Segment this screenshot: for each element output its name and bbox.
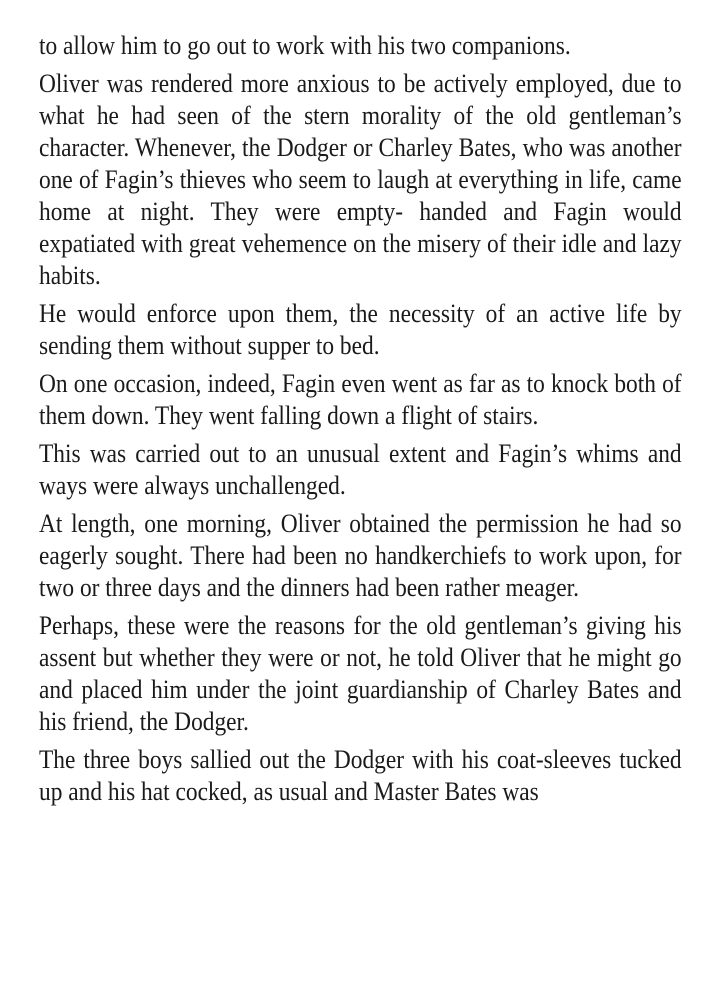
paragraph-3: He would enforce upon them, the necessity of an active life by sending them without supper to bed. — [39, 299, 682, 360]
paragraph-6: At length, one morning, Oliver obtained the permission he had so eagerly sought. There had been no handkerchiefs to work upon, for two or three days and the dinners had been rather meager. — [39, 509, 682, 602]
paragraph-7: Perhaps, these were the reasons for the old gentleman’s giving his assent but whether they were or not, he told Oliver that he might go and placed him under the joint guardianship of Charley Bates and his friend, the Dodger. — [39, 611, 682, 736]
paragraph-4: On one occasion, indeed, Fagin even went as far as to knock both of them down. They went falling down a flight of stairs. — [39, 369, 682, 430]
paragraph-2: Oliver was rendered more anxious to be actively employed, due to what he had seen of the stern morality of the old gentleman’s character. Whenever, the Dodger or Charley Bates, who was another one of Fagin’s thieves who seem to laugh at everything in life, came home at night. They were empty- handed and Fagin would expatiated with great vehemence on the misery of their idle and lazy habits. — [39, 69, 682, 290]
paragraph-1: to allow him to go out to work with his two companions. — [39, 31, 571, 60]
book-page-text — [39, 30, 682, 814]
paragraph-8: The three boys sallied out the Dodger with his coat-sleeves tucked up and his hat cocked, as usual and Master Bates was — [39, 745, 682, 806]
paragraph-5: This was carried out to an unusual extent and Fagin’s whims and ways were always unchallenged. — [39, 439, 682, 500]
